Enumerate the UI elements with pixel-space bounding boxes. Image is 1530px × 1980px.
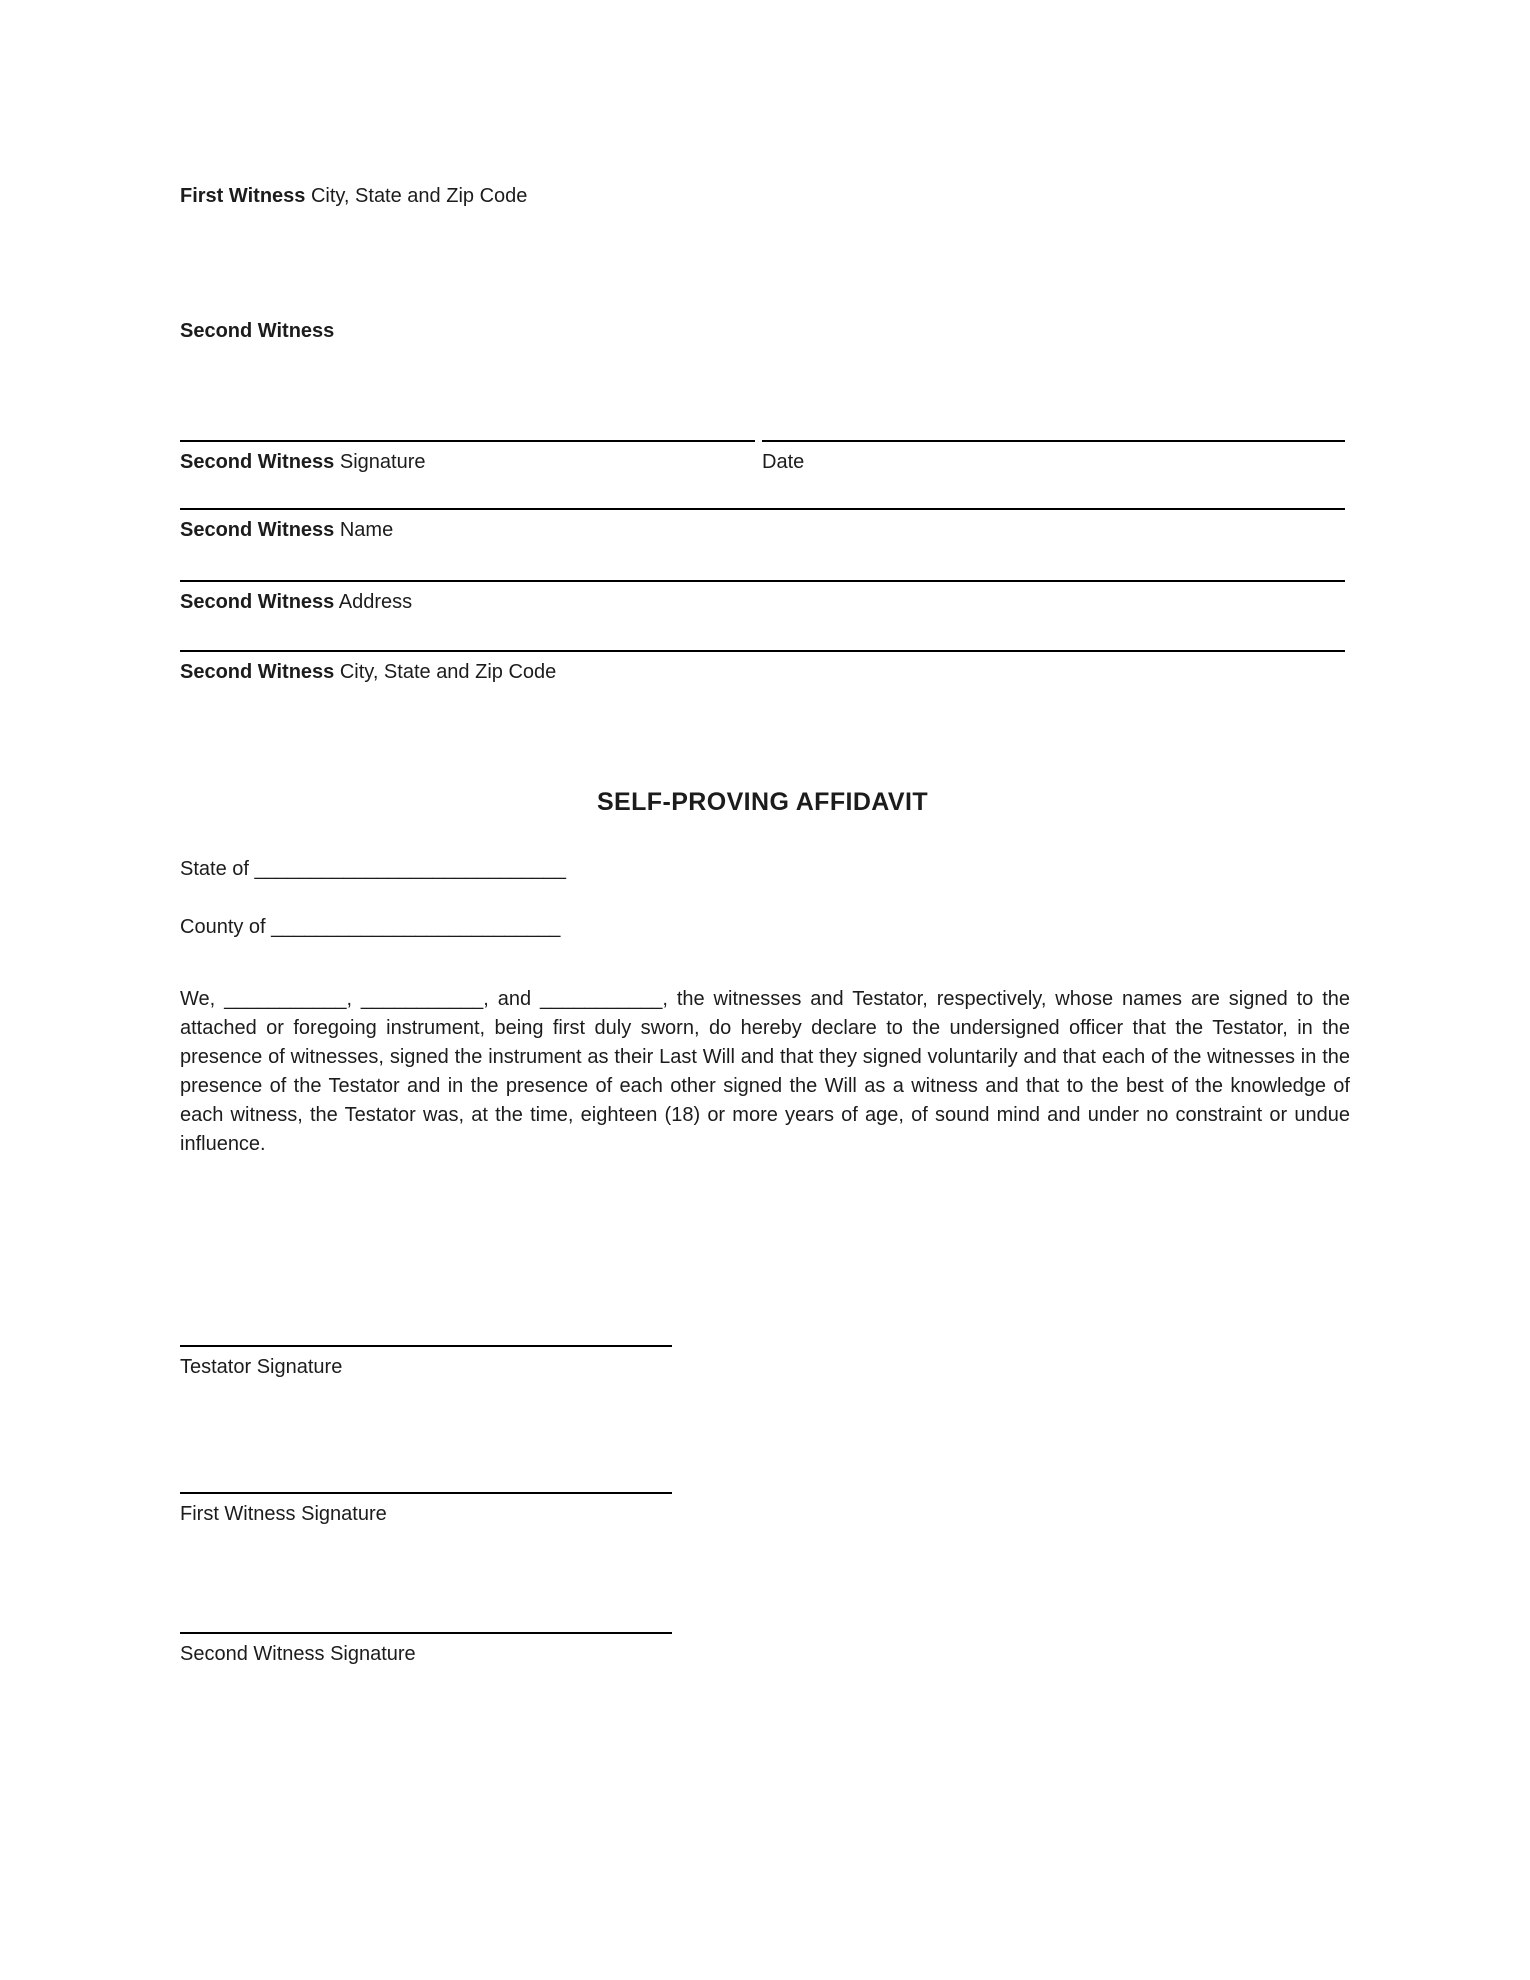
second-witness-signature-field bbox=[180, 440, 755, 474]
second-witness-name-label bbox=[180, 510, 1345, 542]
testator-signature-label: Testator Signature bbox=[180, 1356, 343, 1378]
state-of-label: State of bbox=[180, 858, 249, 880]
county-of-label: County of bbox=[180, 916, 266, 938]
second-witness-city-field bbox=[180, 650, 1345, 684]
second-witness-signature-label-rest: Signature bbox=[339, 451, 426, 473]
second-witness-heading: Second Witness bbox=[180, 320, 335, 342]
first-witness-signature-field bbox=[180, 1492, 672, 1526]
affidavit-title: SELF-PROVING AFFIDAVIT bbox=[596, 788, 929, 816]
second-witness-address-label-rest: Address bbox=[338, 591, 413, 613]
state-of-blank: ____________________________ bbox=[254, 858, 566, 880]
first-witness-signature-label: First Witness Signature bbox=[180, 1503, 387, 1525]
second-witness-city-label-bold: Second Witness bbox=[180, 661, 335, 683]
second-witness-address-label-bold: Second Witness bbox=[180, 591, 335, 613]
second-witness-signature-label bbox=[180, 442, 755, 474]
date-field bbox=[762, 440, 1345, 474]
first-witness-city-label-rest: City, State and Zip Code bbox=[310, 185, 528, 207]
county-of-blank: __________________________ bbox=[271, 916, 561, 938]
second-witness-address-field bbox=[180, 580, 1345, 614]
state-of-line bbox=[180, 858, 566, 881]
second-witness-signature-bottom-field bbox=[180, 1632, 672, 1666]
second-witness-address-label bbox=[180, 582, 1345, 614]
second-witness-name-field bbox=[180, 508, 1345, 542]
county-of-line bbox=[180, 916, 560, 939]
second-witness-signature-label-bold: Second Witness bbox=[180, 451, 335, 473]
second-witness-city-label bbox=[180, 652, 1345, 684]
testator-signature-field bbox=[180, 1345, 672, 1379]
second-witness-name-label-bold: Second Witness bbox=[180, 519, 335, 541]
second-witness-city-label-rest: City, State and Zip Code bbox=[339, 661, 557, 683]
date-label: Date bbox=[762, 451, 805, 473]
second-witness-name-label-rest: Name bbox=[339, 519, 394, 541]
first-witness-city-label bbox=[180, 185, 527, 208]
first-witness-city-label-bold: First Witness bbox=[180, 185, 306, 207]
affidavit-body-paragraph: We, ___________, ___________, and ___________, the witnesses and Testator, respectively, whose names are signed to the attached or foregoing instrument, being first duly sworn, do hereby declare to the undersigned officer that the Testator, in the presence of witnesses, signed the instrument as their Last Will and that they signed voluntarily and that each of the witnesses in the presence of the Testator and in the presence of each other signed the Will as a witness and that to the best of the knowledge of each witness, the Testator was, at the time, eighteen (18) or more years of age, of sound mind and under no constraint or undue influence. bbox=[180, 988, 1350, 1155]
second-witness-signature-bottom-label: Second Witness Signature bbox=[180, 1643, 416, 1665]
